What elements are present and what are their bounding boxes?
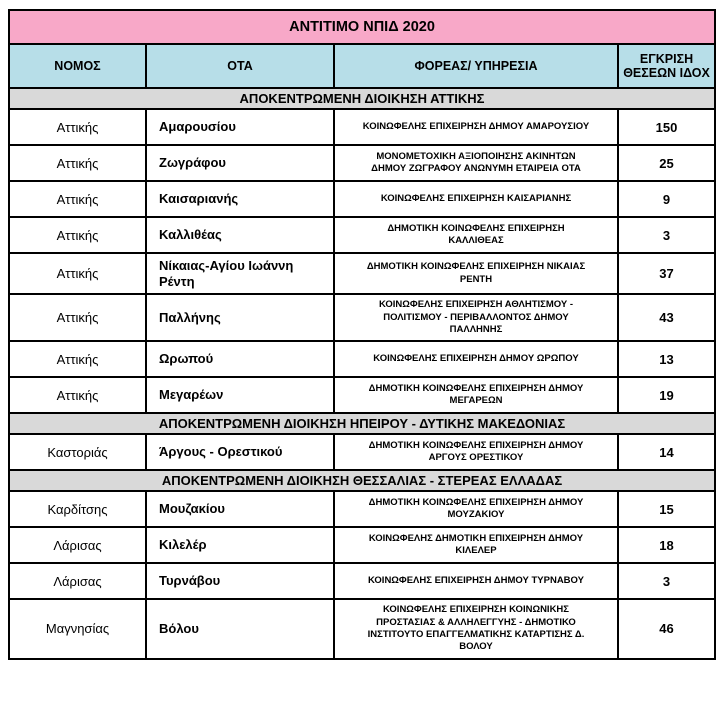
cell-nomos: Αττικής	[9, 377, 146, 413]
cell-nomos: Αττικής	[9, 294, 146, 341]
cell-theseis: 150	[618, 109, 715, 145]
cell-ota: Μουζακίου	[146, 491, 334, 527]
cell-ota: Νίκαιας-Αγίου Ιωάννη Ρέντη	[146, 253, 334, 294]
table-row	[9, 294, 715, 341]
cell-theseis: 46	[618, 599, 715, 658]
table-row	[9, 527, 715, 563]
col-header-nomos: ΝΟΜΟΣ	[9, 44, 146, 88]
cell-nomos: Αττικής	[9, 341, 146, 377]
table-row	[9, 563, 715, 599]
cell-nomos: Λάρισας	[9, 527, 146, 563]
table-row	[9, 217, 715, 253]
cell-ota: Ωρωπού	[146, 341, 334, 377]
cell-theseis: 9	[618, 181, 715, 217]
cell-nomos: Λάρισας	[9, 563, 146, 599]
cell-foreas: ΚΟΙΝΩΦΕΛΗΣ ΔΗΜΟΤΙΚΗ ΕΠΙΧΕΙΡΗΣΗ ΔΗΜΟΥ ΚΙΛΕΛΕΡ	[334, 527, 618, 563]
cell-theseis: 19	[618, 377, 715, 413]
section-header-row	[9, 470, 715, 491]
cell-foreas: ΔΗΜΟΤΙΚΗ ΚΟΙΝΩΦΕΛΗΣ ΕΠΙΧΕΙΡΗΣΗ ΔΗΜΟΥ ΜΕΓΑΡΕΩΝ	[334, 377, 618, 413]
section-header-row	[9, 413, 715, 434]
section-header-row	[9, 88, 715, 109]
cell-ota: Παλλήνης	[146, 294, 334, 341]
section-header-ipeirou-dytikis-makedonias: ΑΠΟΚΕΝΤΡΩΜΕΝΗ ΔΙΟΙΚΗΣΗ ΗΠΕΙΡΟΥ - ΔΥΤΙΚΗΣ ΜΑΚΕΔΟΝΙΑΣ	[9, 413, 715, 434]
table-row	[9, 109, 715, 145]
cell-ota: Μεγαρέων	[146, 377, 334, 413]
cell-nomos: Αττικής	[9, 181, 146, 217]
cell-theseis: 25	[618, 145, 715, 181]
cell-foreas: ΔΗΜΟΤΙΚΗ ΚΟΙΝΩΦΕΛΗΣ ΕΠΙΧΕΙΡΗΣΗ ΔΗΜΟΥ ΑΡΓΟΥΣ ΟΡΕΣΤΙΚΟΥ	[334, 434, 618, 470]
cell-foreas: ΚΟΙΝΩΦΕΛΗΣ ΕΠΙΧΕΙΡΗΣΗ ΑΘΛΗΤΙΣΜΟΥ - ΠΟΛΙΤΙΣΜΟΥ - ΠΕΡΙΒΑΛΛΟΝΤΟΣ ΔΗΜΟΥ ΠΑΛΛΗΝΗΣ	[334, 294, 618, 341]
table-row	[9, 253, 715, 294]
table-row	[9, 377, 715, 413]
cell-nomos: Αττικής	[9, 109, 146, 145]
cell-foreas: ΜΟΝΟΜΕΤΟΧΙΚΗ ΑΞΙΟΠΟΙΗΣΗΣ ΑΚΙΝΗΤΩΝ ΔΗΜΟΥ ΖΩΓΡΑΦΟΥ ΑΝΩΝΥΜΗ ΕΤΑΙΡΕΙΑ ΟΤΑ	[334, 145, 618, 181]
cell-foreas: ΚΟΙΝΩΦΕΛΗΣ ΕΠΙΧΕΙΡΗΣΗ ΚΟΙΝΩΝΙΚΗΣ ΠΡΟΣΤΑΣΙΑΣ & ΑΛΛΗΛΕΓΓΥΗΣ - ΔΗΜΟΤΙΚΟ ΙΝΣΤΙΤΟΥΤΟ ΕΠΑΓΓΕΛΜΑΤΙΚΗΣ ΚΑΤΑΡΤΙΣΗΣ Δ. ΒΟΛΟΥ	[334, 599, 618, 658]
cell-theseis: 37	[618, 253, 715, 294]
column-header-row	[9, 44, 715, 88]
section-header-attikis: ΑΠΟΚΕΝΤΡΩΜΕΝΗ ΔΙΟΙΚΗΣΗ ΑΤΤΙΚΗΣ	[9, 88, 715, 109]
document-title: ΑΝΤΙΤΙΜΟ ΝΠΙΔ 2020	[9, 10, 715, 44]
cell-ota: Τυρνάβου	[146, 563, 334, 599]
cell-theseis: 18	[618, 527, 715, 563]
cell-ota: Κιλελέρ	[146, 527, 334, 563]
cell-nomos: Καρδίτσης	[9, 491, 146, 527]
antitimo-npid-table	[8, 9, 716, 660]
col-header-ota: ΟΤΑ	[146, 44, 334, 88]
cell-theseis: 14	[618, 434, 715, 470]
section-header-thessalias-stereas-elladas: ΑΠΟΚΕΝΤΡΩΜΕΝΗ ΔΙΟΙΚΗΣΗ ΘΕΣΣΑΛΙΑΣ - ΣΤΕΡΕΑΣ ΕΛΛΑΔΑΣ	[9, 470, 715, 491]
cell-foreas: ΚΟΙΝΩΦΕΛΗΣ ΕΠΙΧΕΙΡΗΣΗ ΚΑΙΣΑΡΙΑΝΗΣ	[334, 181, 618, 217]
cell-nomos: Αττικής	[9, 217, 146, 253]
cell-theseis: 3	[618, 563, 715, 599]
cell-foreas: ΔΗΜΟΤΙΚΗ ΚΟΙΝΩΦΕΛΗΣ ΕΠΙΧΕΙΡΗΣΗ ΚΑΛΛΙΘΕΑΣ	[334, 217, 618, 253]
cell-foreas: ΔΗΜΟΤΙΚΗ ΚΟΙΝΩΦΕΛΗΣ ΕΠΙΧΕΙΡΗΣΗ ΝΙΚΑΙΑΣ ΡΕΝΤΗ	[334, 253, 618, 294]
table-row	[9, 341, 715, 377]
cell-ota: Καλλιθέας	[146, 217, 334, 253]
cell-theseis: 3	[618, 217, 715, 253]
cell-ota: Άργους - Ορεστικού	[146, 434, 334, 470]
table-row	[9, 434, 715, 470]
table-row	[9, 181, 715, 217]
cell-ota: Ζωγράφου	[146, 145, 334, 181]
table-row	[9, 599, 715, 658]
cell-foreas: ΔΗΜΟΤΙΚΗ ΚΟΙΝΩΦΕΛΗΣ ΕΠΙΧΕΙΡΗΣΗ ΔΗΜΟΥ ΜΟΥΖΑΚΙΟΥ	[334, 491, 618, 527]
cell-theseis: 43	[618, 294, 715, 341]
cell-foreas: ΚΟΙΝΩΦΕΛΗΣ ΕΠΙΧΕΙΡΗΣΗ ΔΗΜΟΥ ΩΡΩΠΟΥ	[334, 341, 618, 377]
cell-foreas: ΚΟΙΝΩΦΕΛΗΣ ΕΠΙΧΕΙΡΗΣΗ ΔΗΜΟΥ ΑΜΑΡΟΥΣΙΟΥ	[334, 109, 618, 145]
cell-nomos: Μαγνησίας	[9, 599, 146, 658]
cell-theseis: 15	[618, 491, 715, 527]
cell-foreas: ΚΟΙΝΩΦΕΛΗΣ ΕΠΙΧΕΙΡΗΣΗ ΔΗΜΟΥ ΤΥΡΝΑΒΟΥ	[334, 563, 618, 599]
cell-ota: Αμαρουσίου	[146, 109, 334, 145]
col-header-foreas: ΦΟΡΕΑΣ/ ΥΠΗΡΕΣΙΑ	[334, 44, 618, 88]
cell-nomos: Αττικής	[9, 145, 146, 181]
table-row	[9, 145, 715, 181]
cell-ota: Καισαριανής	[146, 181, 334, 217]
cell-ota: Βόλου	[146, 599, 334, 658]
cell-theseis: 13	[618, 341, 715, 377]
title-row	[9, 10, 715, 44]
table-row	[9, 491, 715, 527]
cell-nomos: Αττικής	[9, 253, 146, 294]
cell-nomos: Καστοριάς	[9, 434, 146, 470]
col-header-egkrisi-theseon-idox: ΕΓΚΡΙΣΗ ΘΕΣΕΩΝ ΙΔΟΧ	[618, 44, 715, 88]
